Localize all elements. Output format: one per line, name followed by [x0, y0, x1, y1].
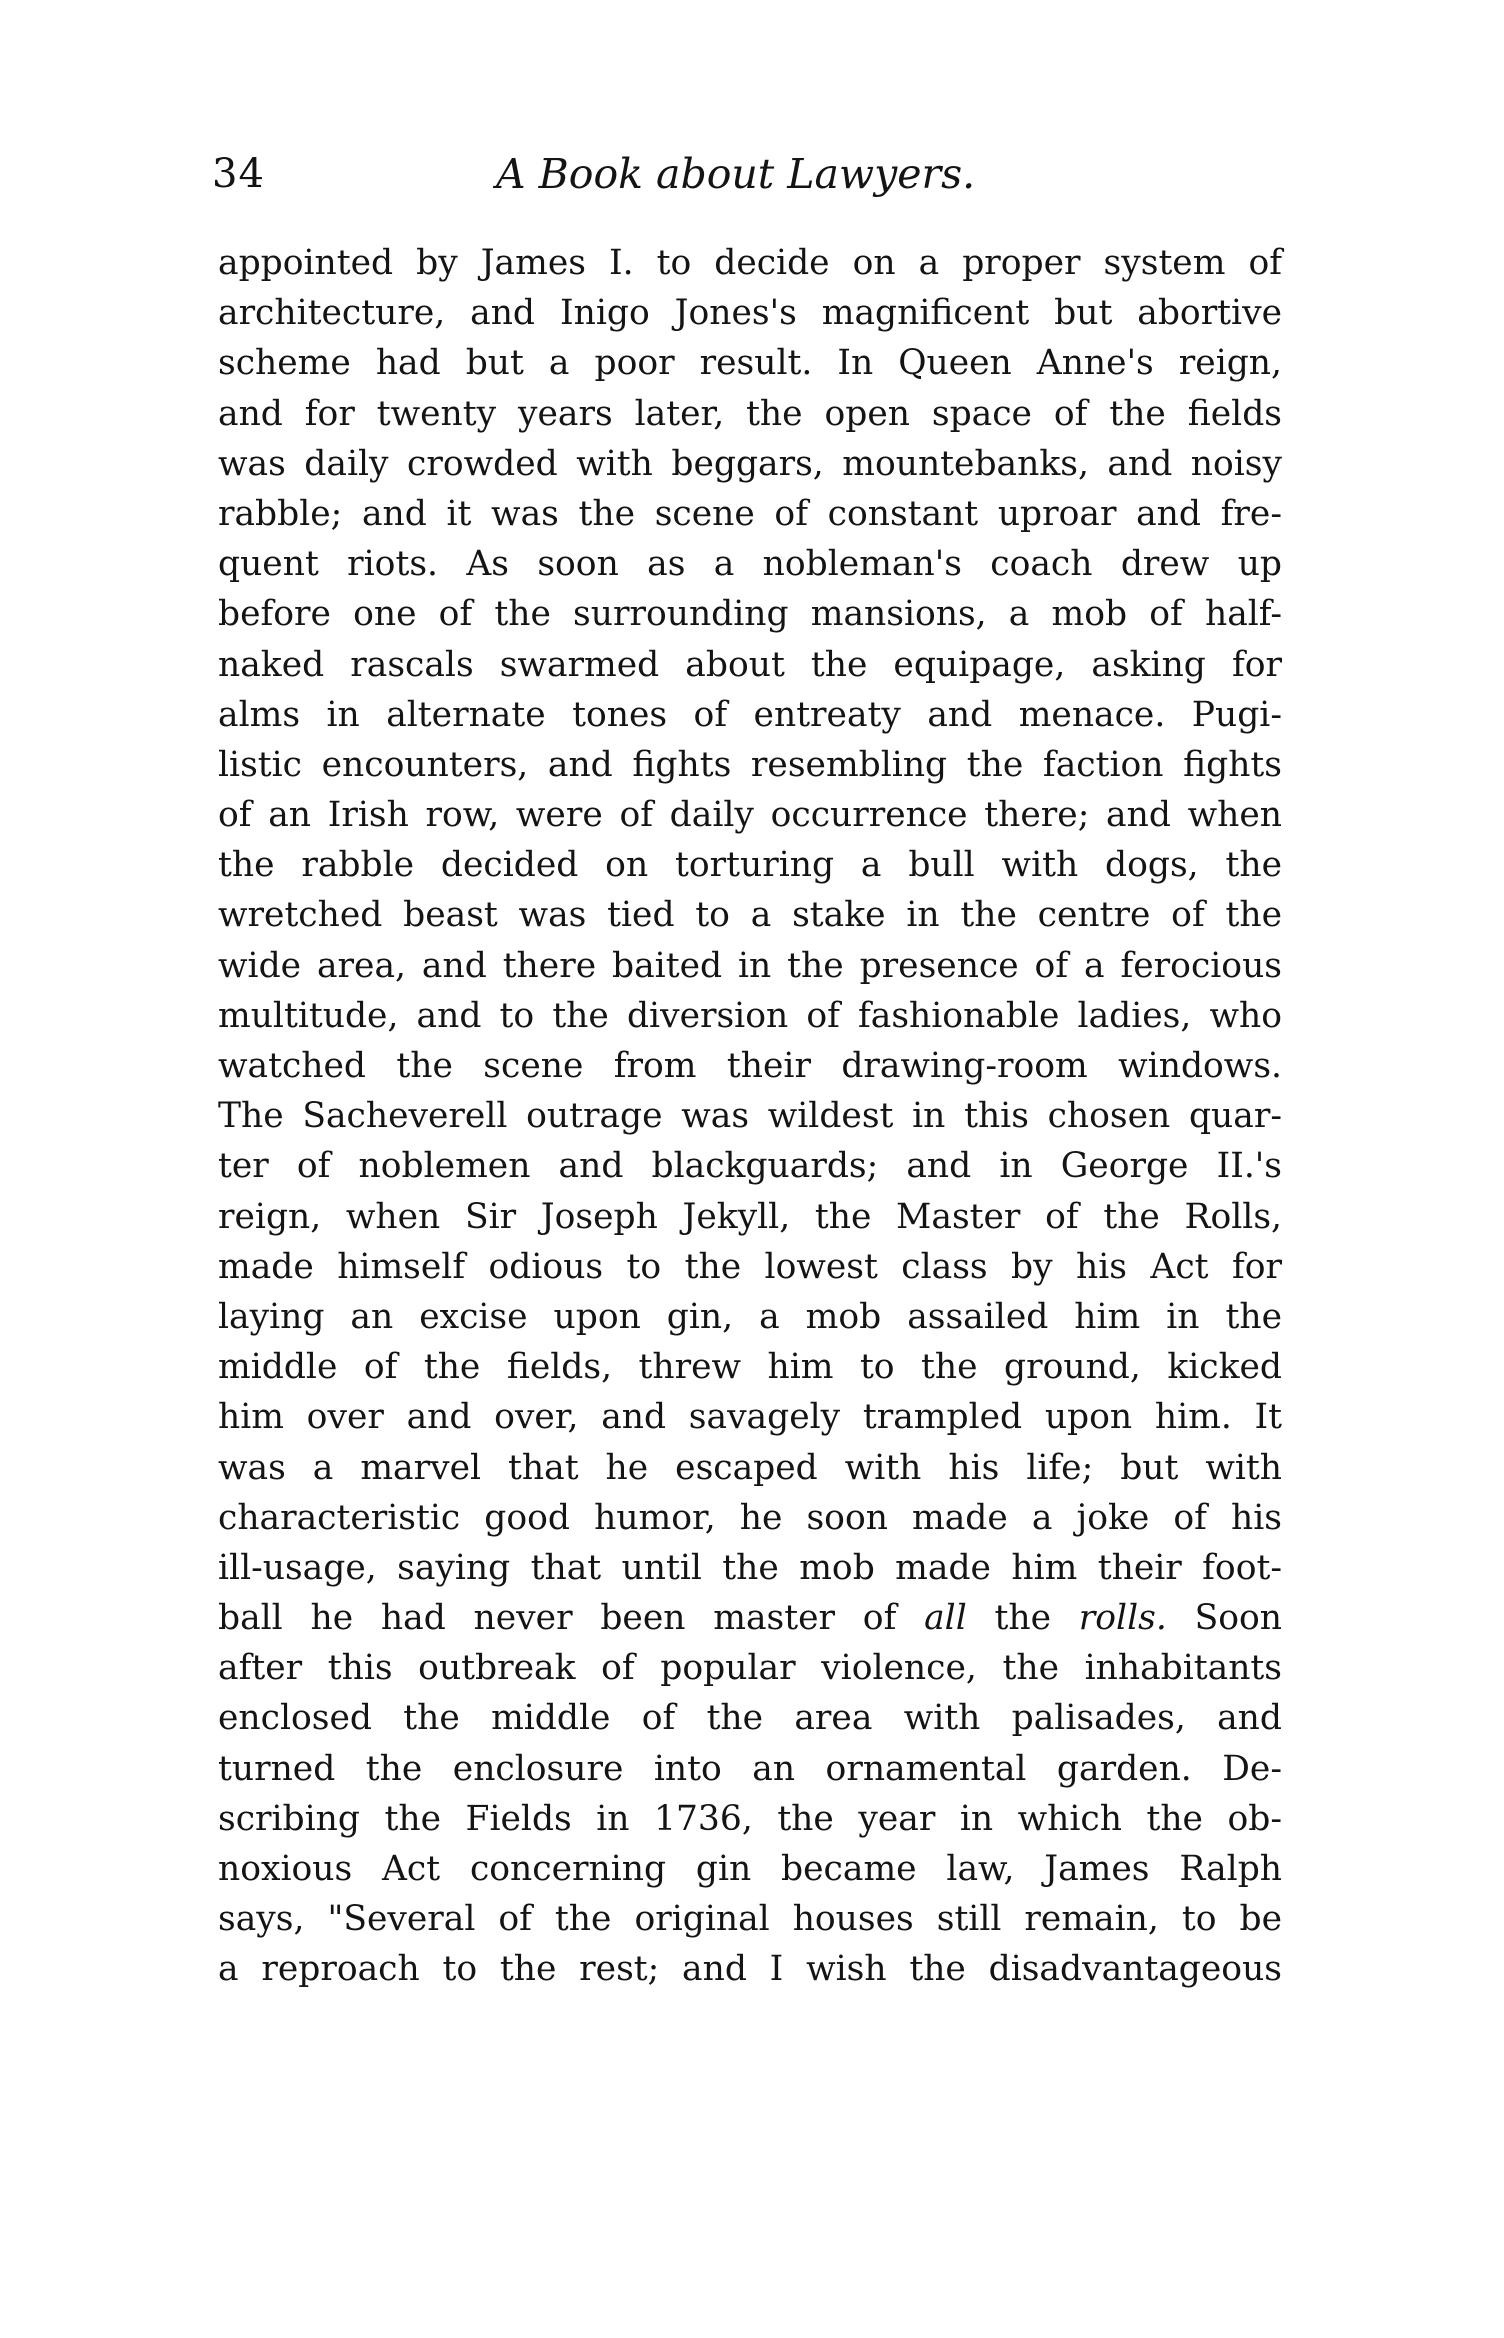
text-line: ter of noblemen and blackguards; and in George II.'s: [218, 1146, 1282, 1187]
page-number: 34: [212, 151, 265, 197]
text-line: alms in alternate tones of entreaty and menace. Pugi-: [218, 694, 1282, 735]
text-line: ill-usage, saying that until the mob made him their foot-: [218, 1547, 1282, 1588]
text-line: reign, when Sir Joseph Jekyll, the Master of the Rolls,: [218, 1196, 1282, 1237]
text-line: middle of the fields, threw him to the ground, kicked: [218, 1347, 1282, 1388]
text-line: turned the enclosure into an ornamental garden. De-: [218, 1748, 1282, 1789]
text-line: the rabble decided on torturing a bull with dogs, the: [218, 845, 1282, 886]
italic-word: all: [924, 1598, 967, 1639]
text-line: rabble; and it was the scene of constant uproar and fre-: [218, 493, 1282, 534]
text-line: says, "Several of the original houses still remain, to be: [218, 1899, 1282, 1940]
text-run: Soon: [1166, 1598, 1282, 1639]
text-line: enclosed the middle of the area with palisades, and: [218, 1698, 1282, 1739]
text-line: watched the scene from their drawing-room windows.: [218, 1046, 1282, 1086]
running-title: A Book about Lawyers.: [496, 150, 976, 198]
text-line: scheme had but a poor result. In Queen Anne's reign,: [218, 343, 1282, 384]
text-line: appointed by James I. to decide on a proper system of: [218, 243, 1282, 283]
text-line: noxious Act concerning gin became law, James Ralph: [218, 1849, 1282, 1889]
text-line: wretched beast was tied to a stake in the centre of the: [218, 895, 1282, 936]
text-line: architecture, and Inigo Jones's magnificent but abortive: [218, 293, 1282, 334]
text-line: wide area, and there baited in the presence of a ferocious: [218, 945, 1282, 986]
italic-word: rolls.: [1078, 1598, 1167, 1639]
text-line: listic encounters, and fights resembling the faction fights: [218, 744, 1282, 785]
text-line: was daily crowded with beggars, mountebanks, and noisy: [218, 443, 1282, 484]
text-run: ball he had never been master of: [218, 1598, 925, 1639]
text-line: was a marvel that he escaped with his life; but with: [218, 1447, 1282, 1488]
text-line: made himself odious to the lowest class by his Act for: [218, 1246, 1282, 1287]
text-line: him over and over, and savagely trampled upon him. It: [218, 1397, 1282, 1438]
body-text: [218, 238, 1282, 1995]
text-line: of an Irish row, were of daily occurrence there; and when: [218, 795, 1282, 836]
text-line-with-italics: [218, 1593, 1282, 1643]
text-line: characteristic good humor, he soon made a joke of his: [218, 1497, 1282, 1538]
text-line: a reproach to the rest; and I wish the disadvantageous: [218, 1949, 1282, 1990]
text-line: scribing the Fields in 1736, the year in which the ob-: [218, 1798, 1282, 1839]
text-line: before one of the surrounding mansions, a mob of half-: [218, 594, 1282, 635]
text-line: The Sacheverell outrage was wildest in this chosen quar-: [218, 1096, 1282, 1137]
text-line: quent riots. As soon as a nobleman's coach drew up: [218, 544, 1282, 585]
text-line: after this outbreak of popular violence, the inhabitants: [218, 1648, 1282, 1689]
text-line: laying an excise upon gin, a mob assailed him in the: [218, 1296, 1282, 1337]
text-line: and for twenty years later, the open space of the fields: [218, 393, 1282, 434]
text-run: the: [966, 1598, 1079, 1639]
text-line: multitude, and to the diversion of fashionable ladies, who: [218, 995, 1282, 1036]
text-line: naked rascals swarmed about the equipage, asking for: [218, 644, 1282, 685]
